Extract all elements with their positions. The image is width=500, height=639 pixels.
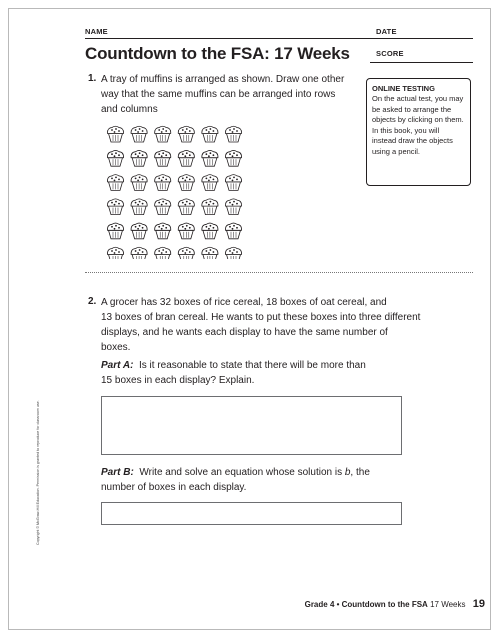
muffin-icon: [202, 150, 218, 166]
muffin-icon: [155, 247, 171, 259]
muffin-icon: [155, 150, 171, 166]
muffin-icon: [107, 150, 123, 166]
muffin-icon: [178, 247, 194, 259]
muffin-icon: [178, 126, 194, 142]
question-2-line: boxes.: [101, 342, 131, 353]
question-1-text: [101, 72, 344, 117]
online-testing-text: [372, 94, 466, 157]
muffin-icon: [107, 175, 123, 191]
muffin-icon: [178, 199, 194, 215]
muffin-icon: [155, 175, 171, 191]
muffin-icon: [225, 199, 241, 215]
part-b-line: Write and solve an equation whose solution is: [139, 467, 345, 478]
score-line: [370, 62, 473, 63]
muffin-icon: [202, 247, 218, 259]
footer-week: 17 Weeks: [430, 600, 466, 609]
question-2-number: 2.: [88, 296, 97, 307]
online-testing-line: instead draw the objects: [372, 136, 453, 145]
muffin-icon: [131, 199, 147, 215]
online-testing-line: In this book, you will: [372, 125, 440, 135]
footer-grade: Grade 4 • Countdown to the FSA: [304, 600, 428, 609]
muffin-icon: [225, 223, 241, 239]
muffin-icon: [202, 126, 218, 142]
part-a-label: Part A:: [101, 360, 134, 371]
muffin-icon: [131, 150, 147, 166]
name-date-line: [85, 38, 473, 39]
muffin-icon: [155, 199, 171, 215]
part-b-variable: b: [344, 467, 351, 478]
muffin-icon: [225, 126, 241, 142]
muffin-icon: [107, 247, 123, 259]
question-1-number: 1.: [88, 73, 97, 84]
muffin-icon: [225, 150, 241, 166]
online-testing-box: [366, 78, 471, 186]
question-2-text: [101, 295, 420, 355]
muffin-icon: [131, 223, 147, 239]
part-b-text: [101, 465, 370, 495]
part-a-text: [101, 358, 366, 388]
question-2-line: A grocer has 32 boxes of rice cereal, 18 boxes of oat cereal, and: [101, 297, 387, 308]
muffin-icon: [107, 126, 123, 142]
question-2-line: displays, and he wants each display to have the same number of: [101, 327, 388, 338]
muffin-array: [105, 124, 248, 259]
score-label: SCORE: [376, 49, 404, 58]
muffin-icon: [178, 150, 194, 166]
online-testing-title: ONLINE TESTING: [372, 84, 435, 93]
part-b-label: Part B:: [101, 467, 134, 478]
part-a-answer-box[interactable]: [101, 396, 402, 455]
muffin-icon: [202, 175, 218, 191]
muffin-icon: [131, 247, 147, 259]
part-a-line: 15 boxes in each display? Explain.: [101, 375, 255, 386]
copyright-notice: Copyright © McGraw-Hill Education. Permission is granted to reproduce for classroom use.: [36, 400, 40, 545]
page-number: 19: [472, 598, 485, 610]
muffin-icon: [202, 223, 218, 239]
part-b-line: , the: [350, 467, 370, 478]
question-2-line: 13 boxes of bran cereal. He wants to put these boxes into three different: [101, 312, 421, 323]
muffin-icon: [225, 175, 241, 191]
muffin-icon: [131, 175, 147, 191]
page-title: Countdown to the FSA: 17 Weeks: [85, 44, 350, 63]
muffin-icon: [155, 126, 171, 142]
date-label: DATE: [376, 27, 397, 36]
name-label: NAME: [85, 27, 108, 36]
muffin-icon: [107, 223, 123, 239]
muffin-icon: [178, 223, 194, 239]
muffin-icon: [225, 247, 241, 259]
online-testing-line: On the actual test, you may: [372, 94, 464, 103]
question-1-line: and columns: [101, 104, 158, 115]
online-testing-line: be asked to arrange the: [372, 104, 452, 114]
part-b-line: number of boxes in each display.: [101, 482, 247, 493]
muffin-icon: [155, 223, 171, 239]
page-footer: [305, 598, 485, 610]
muffin-icon: [178, 175, 194, 191]
muffin-icon: [107, 199, 123, 215]
muffin-icon: [131, 126, 147, 142]
online-testing-line: using a pencil.: [372, 146, 420, 156]
question-1-line: A tray of muffins is arranged as shown. Draw one other: [101, 74, 345, 85]
online-testing-line: objects by clicking on them.: [372, 115, 464, 124]
part-b-answer-box[interactable]: [101, 502, 402, 525]
section-divider: [85, 272, 473, 273]
muffin-icon: [202, 199, 218, 215]
part-a-line: Is it reasonable to state that there will be more than: [138, 360, 366, 371]
question-1-line: way that the same muffins can be arranged into rows: [101, 89, 336, 100]
